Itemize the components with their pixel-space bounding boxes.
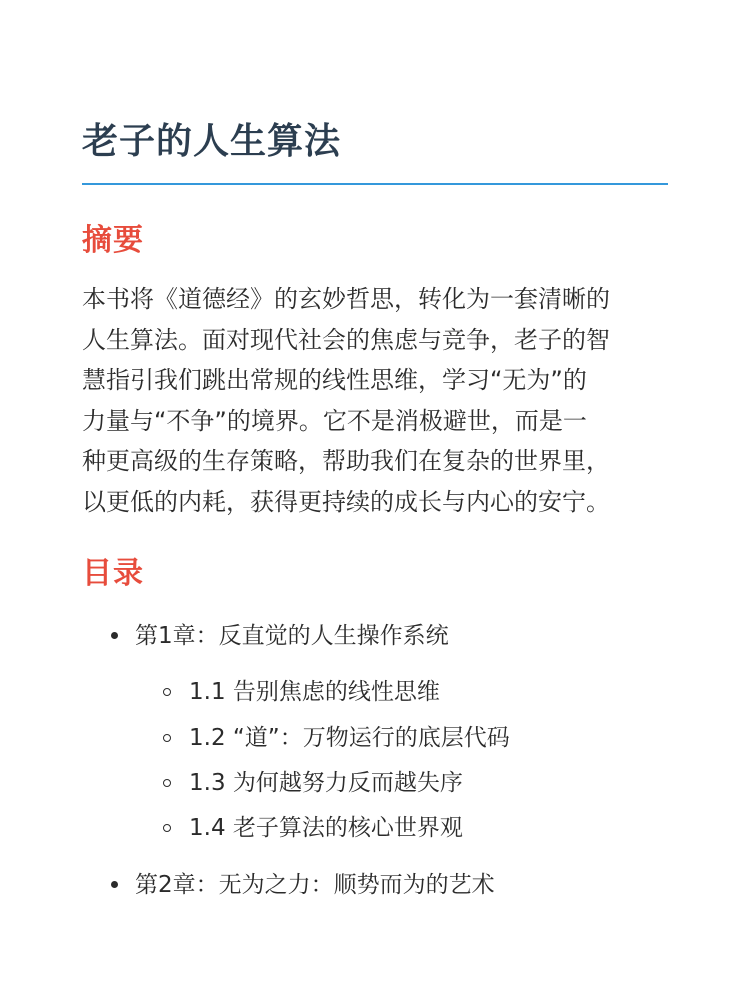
toc-section-1-2[interactable]: 1.2 “道”：万物运行的底层代码 [189, 725, 510, 751]
disc-bullet-icon [111, 881, 118, 888]
toc-heading: 目录 [82, 556, 144, 591]
toc-section-1-1[interactable]: 1.1 告别焦虑的线性思维 [189, 679, 440, 705]
summary-line: 种更高级的生存策略，帮助我们在复杂的世界里， [82, 447, 610, 475]
circle-bullet-icon [163, 688, 171, 696]
summary-line: 以更低的内耗，获得更持续的成长与内心的安宁。 [82, 487, 610, 516]
summary-line: 慧指引我们跳出常规的线性思维，学习“无为”的 [82, 366, 587, 394]
toc-chapter-1[interactable]: 第1章：反直觉的人生操作系统 [135, 623, 449, 649]
summary-heading: 摘要 [82, 223, 144, 258]
disc-bullet-icon [111, 632, 118, 639]
circle-bullet-icon [163, 734, 171, 742]
summary-line: 本书将《道德经》的玄妙哲思，转化为一套清晰的 [82, 285, 610, 313]
circle-bullet-icon [163, 824, 171, 832]
page-title: 老子的人生算法 [82, 121, 342, 162]
circle-bullet-icon [163, 779, 171, 787]
title-divider [82, 183, 668, 185]
toc-chapter-2[interactable]: 第2章：无为之力：顺势而为的艺术 [135, 872, 495, 898]
toc-section-1-3[interactable]: 1.3 为何越努力反而越失序 [189, 770, 463, 796]
summary-paragraph [82, 279, 672, 522]
toc-section-1-4[interactable]: 1.4 老子算法的核心世界观 [189, 815, 463, 841]
summary-line: 力量与“不争”的境界。它不是消极避世，而是一 [82, 406, 587, 435]
summary-line: 人生算法。面对现代社会的焦虑与竞争，老子的智 [82, 325, 610, 354]
